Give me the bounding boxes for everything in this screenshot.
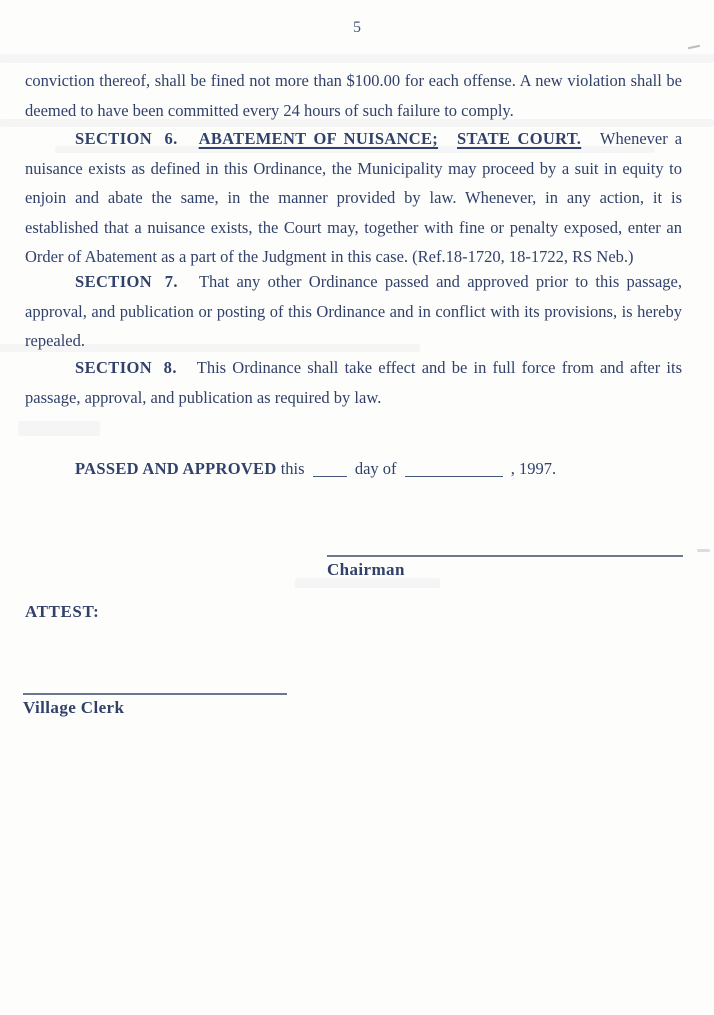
- section-7-body: That any other Ordinance passed and approved prior to this passage, approval, and publication or posting of this Ordinance and in conflict with its provisions, is hereby repealed.: [25, 272, 682, 350]
- passed-approved-line: [25, 454, 682, 484]
- passed-year-text: , 1997.: [510, 459, 557, 478]
- passed-approved-label: PASSED AND APPROVED: [75, 459, 277, 478]
- section-6-label: SECTION 6.: [75, 129, 178, 148]
- passed-day-of-text: day of: [354, 459, 397, 478]
- passed-this-text: this: [280, 459, 305, 478]
- section-7-label: SECTION 7.: [75, 272, 178, 291]
- section-8-body: This Ordinance shall take effect and be in full force from and after its passage, approval, and publication as required by law.: [25, 358, 683, 407]
- scan-artifact-mark: [697, 549, 710, 552]
- month-fill-in-blank: [405, 462, 503, 477]
- chairman-label: Chairman: [327, 560, 405, 579]
- section-6-heading-abatement: ABATEMENT OF NUISANCE;: [198, 129, 439, 148]
- page-number: 5: [353, 19, 361, 36]
- village-clerk-signature-line: [23, 693, 287, 719]
- section-8-label: SECTION 8.: [75, 358, 177, 377]
- section-6-heading-state-court: STATE COURT.: [457, 129, 582, 148]
- paragraph-intro: conviction thereof, shall be fined not more than $100.00 for each offense. A new violation shall be deemed to have been committed every 24 hours of such failure to comply.: [25, 71, 682, 120]
- village-clerk-label: Village Clerk: [23, 698, 125, 717]
- section-8-paragraph: [25, 353, 682, 412]
- scan-smudge: [18, 421, 100, 436]
- section-6-paragraph: [25, 124, 682, 272]
- scan-band: [0, 54, 714, 63]
- chairman-signature-line: [327, 555, 683, 581]
- scan-artifact-mark: [688, 45, 700, 49]
- section-7-paragraph: [25, 267, 682, 356]
- attest-label: ATTEST:: [25, 602, 100, 621]
- section-6-body: Whenever a nuisance exists as defined in this Ordinance, the Municipality may proceed by a suit in equity to enjoin and abate the same, in the manner provided by law. Whenever, in any action, it is established that a nuisance exists, the Court may, together with fine or penalty exposed, enter an Order of Abatement as a part of the Judgment in this case. (Ref.18-1720, 18-1722, RS Neb.): [25, 129, 683, 266]
- day-fill-in-blank: [313, 462, 347, 477]
